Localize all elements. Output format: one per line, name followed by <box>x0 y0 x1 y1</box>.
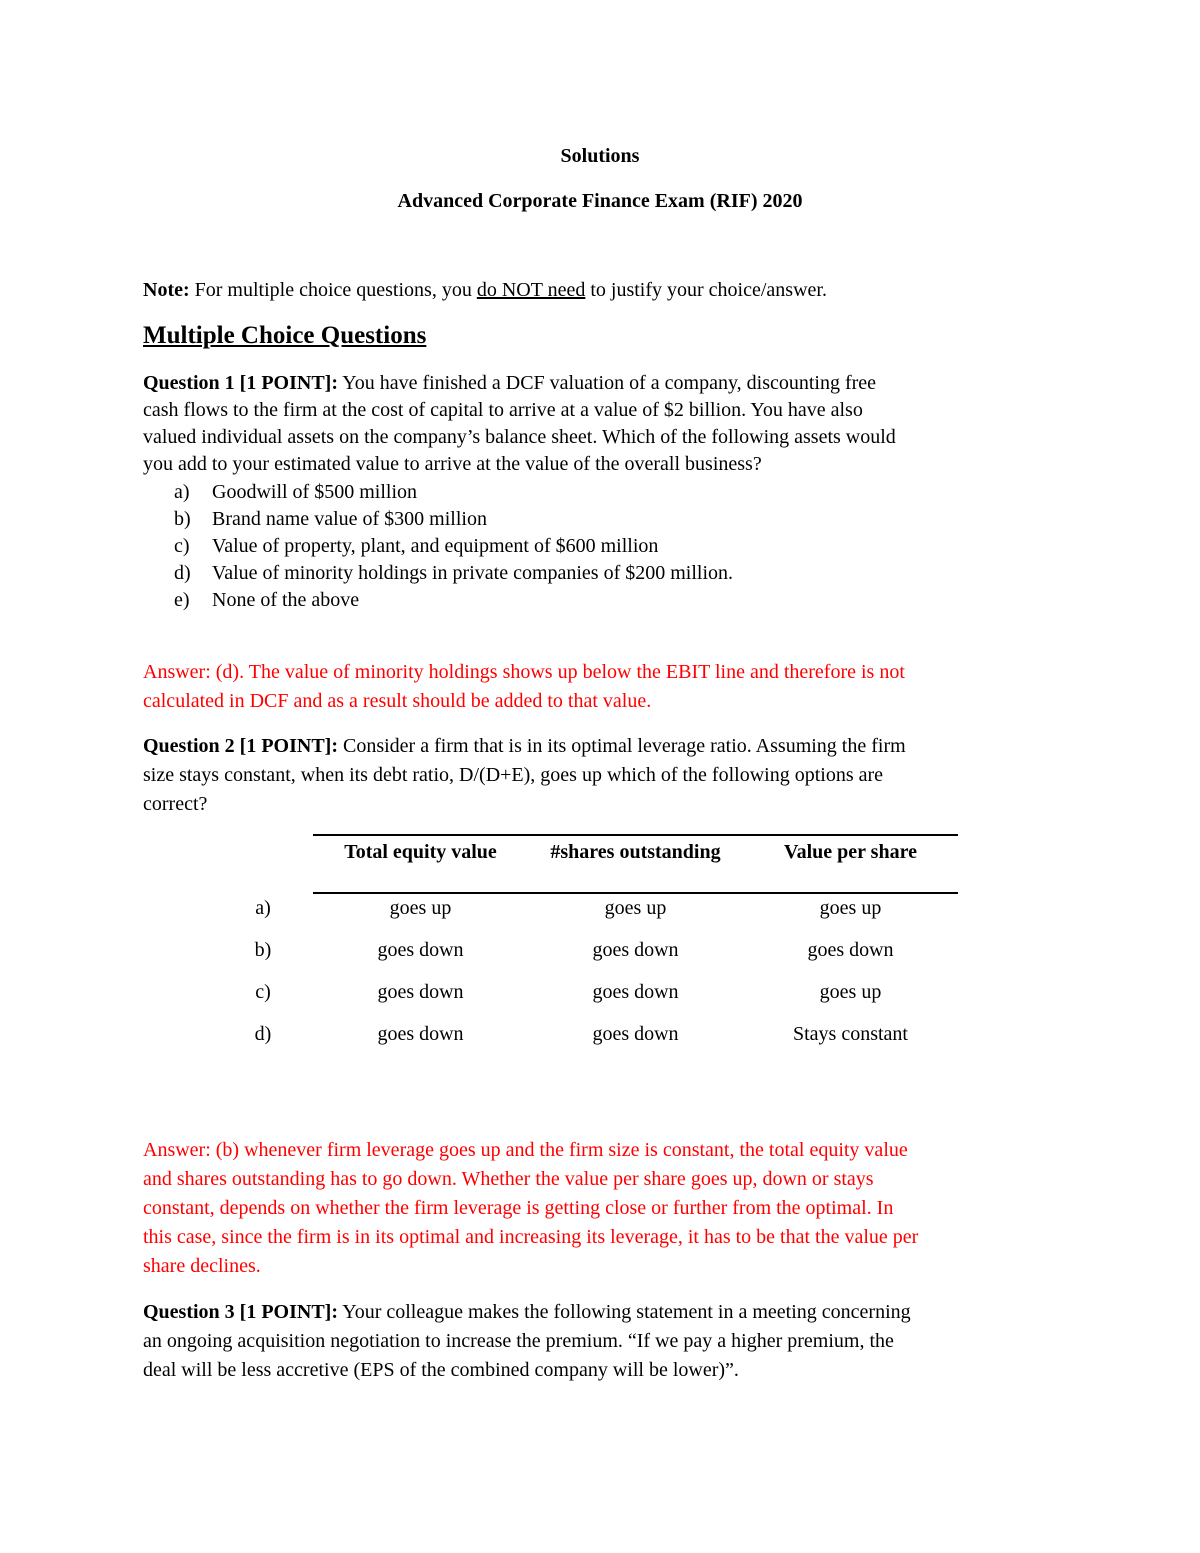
q1-option-text: Value of minority holdings in private companies of $200 million. <box>212 562 734 584</box>
table-header-shares: #shares outstanding <box>550 841 721 863</box>
table-cell: goes down <box>377 939 464 961</box>
q2-answer-line-4: this case, since the firm is in its optimal and increasing its leverage, it has to be that the value per <box>143 1226 919 1248</box>
q2-line-3: correct? <box>143 793 208 815</box>
table-row-label: d) <box>254 1023 272 1045</box>
table-cell: goes up <box>604 897 667 919</box>
q1-option-label: e) <box>174 589 190 611</box>
table-cell: goes up <box>819 981 882 1003</box>
table-top-rule <box>313 834 958 836</box>
q1-answer-line-1: Answer: (d). The value of minority holdings shows up below the EBIT line and therefore is not <box>143 661 905 683</box>
q2-answer-line-5: share declines. <box>143 1255 261 1277</box>
table-cell: goes down <box>807 939 894 961</box>
table-cell: Stays constant <box>793 1023 908 1045</box>
table-cell: goes down <box>592 981 679 1003</box>
q1-answer-line-2: calculated in DCF and as a result should be added to that value. <box>143 690 652 712</box>
table-header-equity: Total equity value <box>344 841 497 863</box>
q2-label: Question 2 [1 POINT]: <box>143 735 338 757</box>
note-text-underlined: do NOT need <box>476 279 586 301</box>
doc-title: Solutions <box>560 145 640 167</box>
q1-line-4: you add to your estimated value to arrive at the value of the overall business? <box>143 453 762 475</box>
table-header-value-per-share: Value per share <box>784 841 917 863</box>
q1-option-text: Value of property, plant, and equipment of $600 million <box>212 535 659 557</box>
q1-option-text: Goodwill of $500 million <box>212 481 417 503</box>
q3-line-1 <box>143 1301 1063 1324</box>
q2-answer-line-2: and shares outstanding has to go down. Whether the value per share goes up, down or stays <box>143 1168 874 1190</box>
table-cell: goes down <box>377 1023 464 1045</box>
q1-option-label: d) <box>174 562 191 584</box>
q1-line-1 <box>143 372 1063 395</box>
q2-line-1 <box>143 735 1063 758</box>
table-row-label: c) <box>255 981 271 1003</box>
table-cell: goes down <box>592 1023 679 1045</box>
section-title: Multiple Choice Questions <box>143 322 427 349</box>
q2-text-1: Consider a firm that is in its optimal leverage ratio. Assuming the firm <box>338 735 906 757</box>
note-text-after: to justify your choice/answer. <box>585 279 827 301</box>
q1-option-label: c) <box>174 535 190 557</box>
table-row-label: b) <box>254 939 272 961</box>
q2-answer-line-3: constant, depends on whether the firm leverage is getting close or further from the optimal. In <box>143 1197 894 1219</box>
q1-line-3: valued individual assets on the company’s balance sheet. Which of the following assets would <box>143 426 896 448</box>
table-cell: goes down <box>592 939 679 961</box>
q1-option-label: a) <box>174 481 190 503</box>
table-cell: goes up <box>819 897 882 919</box>
table-cell: goes up <box>389 897 452 919</box>
table-cell: goes down <box>377 981 464 1003</box>
q2-line-2: size stays constant, when its debt ratio, D/(D+E), goes up which of the following options are <box>143 764 884 786</box>
q3-text-1: Your colleague makes the following statement in a meeting concerning <box>338 1301 911 1323</box>
q2-answer-line-1: Answer: (b) whenever firm leverage goes up and the firm size is constant, the total equity value <box>143 1139 908 1161</box>
q1-text-1: You have finished a DCF valuation of a company, discounting free <box>338 372 877 394</box>
doc-subtitle: Advanced Corporate Finance Exam (RIF) 2020 <box>397 190 803 212</box>
table-header-rule <box>313 892 958 894</box>
q3-line-2: an ongoing acquisition negotiation to increase the premium. “If we pay a higher premium, the <box>143 1330 894 1352</box>
note-label: Note: <box>143 279 190 301</box>
q1-option-label: b) <box>174 508 191 530</box>
q1-label: Question 1 [1 POINT]: <box>143 372 338 394</box>
q1-option-text: Brand name value of $300 million <box>212 508 487 530</box>
note-paragraph <box>143 279 1063 302</box>
note-text-before: For multiple choice questions, you <box>189 279 477 301</box>
q1-line-2: cash flows to the firm at the cost of capital to arrive at a value of $2 billion. You have also <box>143 399 863 421</box>
q3-line-3: deal will be less accretive (EPS of the combined company will be lower)”. <box>143 1359 739 1381</box>
q1-option-text: None of the above <box>212 589 360 611</box>
table-row-label: a) <box>255 897 271 919</box>
q3-label: Question 3 [1 POINT]: <box>143 1301 338 1323</box>
